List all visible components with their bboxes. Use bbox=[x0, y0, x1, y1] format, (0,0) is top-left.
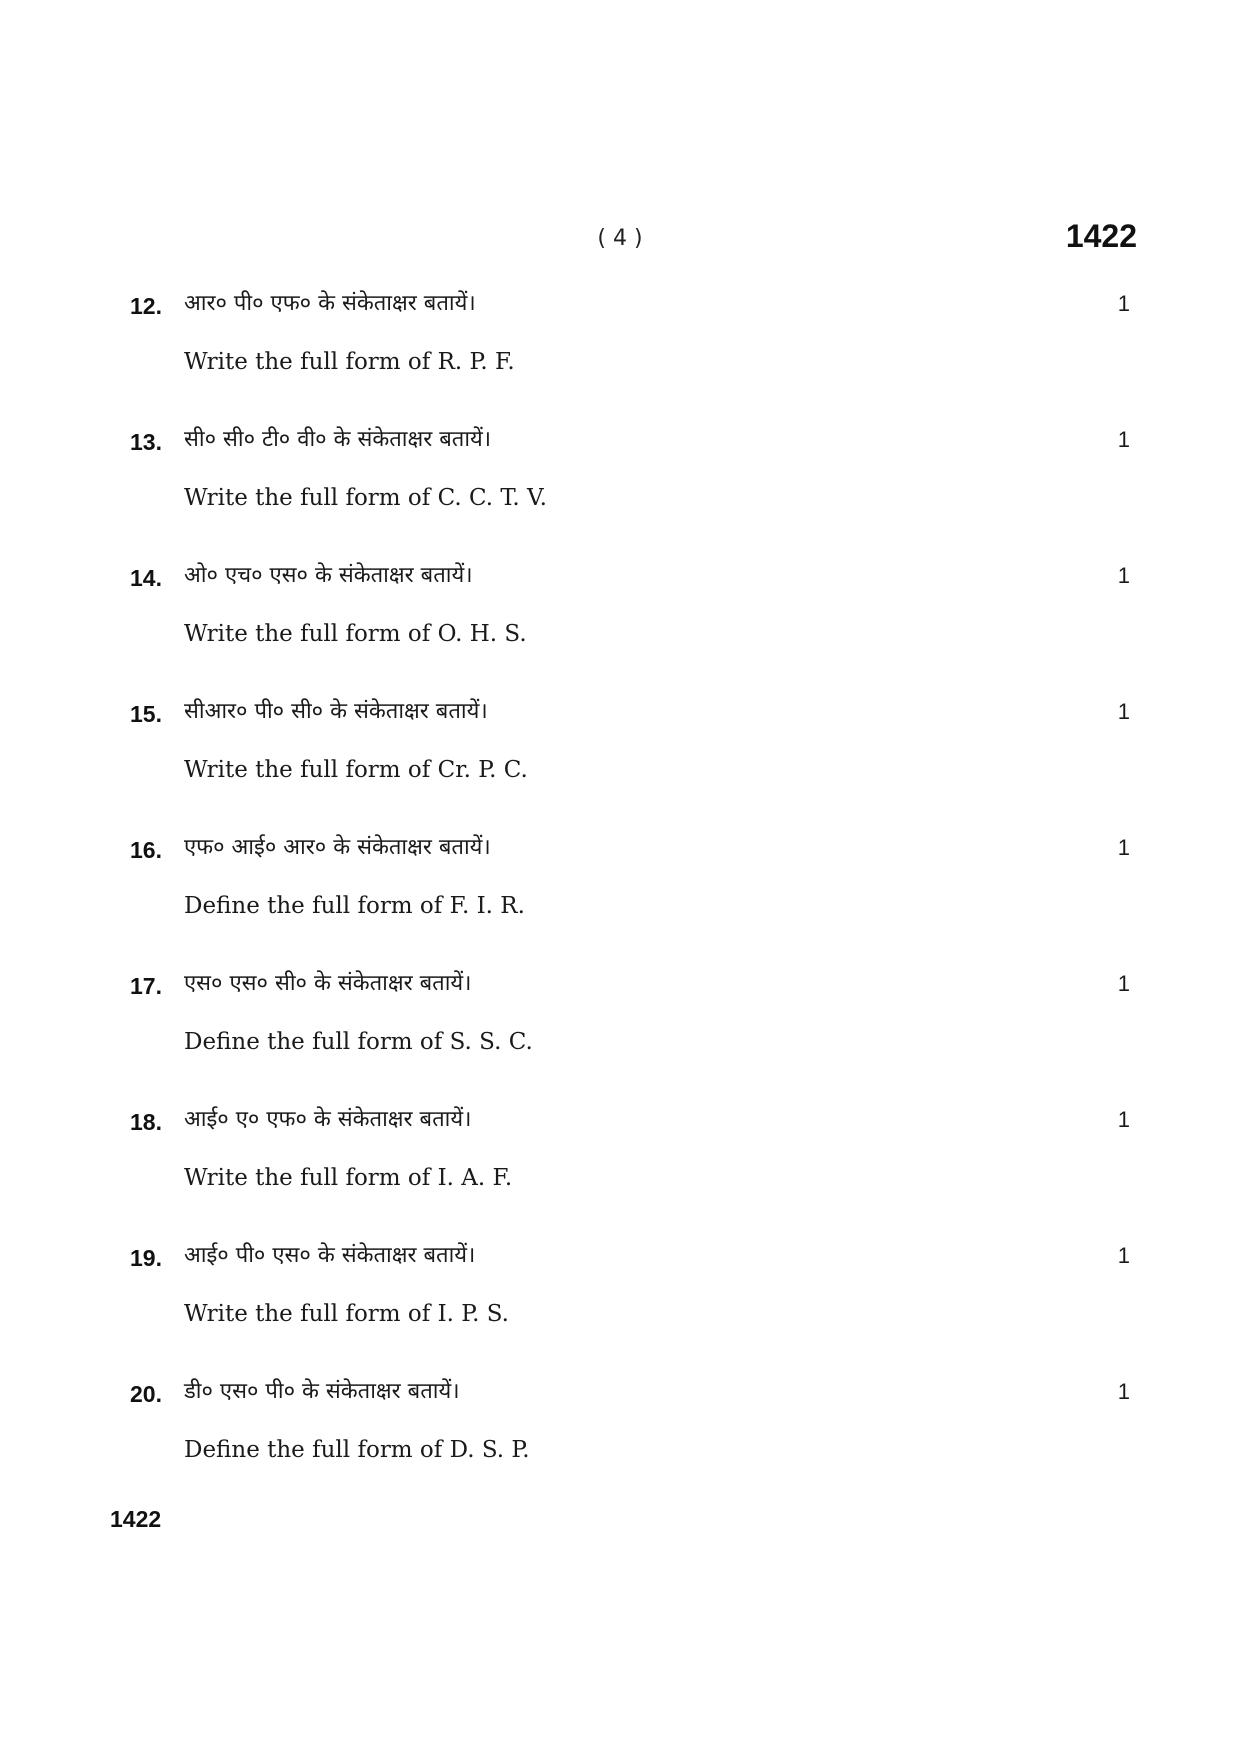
question-number: 17. bbox=[130, 973, 162, 999]
paper-code-top: 1422 bbox=[1065, 218, 1137, 254]
question-20 bbox=[0, 1371, 1240, 1507]
question-14 bbox=[0, 555, 1240, 691]
question-marks: 1 bbox=[1117, 1379, 1130, 1404]
question-17 bbox=[0, 963, 1240, 1099]
question-19 bbox=[0, 1235, 1240, 1371]
question-hindi-text: एस० एस० सी० के संकेताक्षर बतायें। bbox=[184, 971, 472, 996]
question-hindi-text: एफ० आई० आर० के संकेताक्षर बतायें। bbox=[184, 835, 491, 860]
question-marks: 1 bbox=[1117, 699, 1130, 724]
paper-code-bottom: 1422 bbox=[110, 1506, 162, 1532]
question-english-text: Write the full form of O. H. S. bbox=[184, 621, 527, 647]
question-marks: 1 bbox=[1117, 1243, 1130, 1268]
question-marks: 1 bbox=[1117, 971, 1130, 996]
question-hindi-text: डी० एस० पी० के संकेताक्षर बतायें। bbox=[184, 1379, 460, 1404]
question-number: 20. bbox=[130, 1381, 162, 1407]
question-english-text: Write the full form of I. P. S. bbox=[184, 1301, 509, 1327]
question-15 bbox=[0, 691, 1240, 827]
question-english-text: Define the full form of F. I. R. bbox=[184, 893, 525, 919]
question-number: 16. bbox=[130, 837, 162, 863]
question-number: 15. bbox=[130, 701, 162, 727]
question-hindi-text: आर० पी० एफ० के संकेताक्षर बतायें। bbox=[184, 291, 476, 316]
question-number: 14. bbox=[130, 565, 162, 591]
question-marks: 1 bbox=[1117, 835, 1130, 860]
question-english-text: Write the full form of R. P. F. bbox=[184, 349, 515, 375]
question-marks: 1 bbox=[1117, 427, 1130, 452]
question-13 bbox=[0, 419, 1240, 555]
question-marks: 1 bbox=[1117, 291, 1130, 316]
question-16 bbox=[0, 827, 1240, 963]
question-english-text: Write the full form of I. A. F. bbox=[184, 1165, 513, 1191]
question-number: 12. bbox=[130, 293, 162, 319]
question-english-text: Define the full form of D. S. P. bbox=[184, 1437, 530, 1463]
question-12 bbox=[0, 283, 1240, 419]
page-number: ( 4 ) bbox=[597, 226, 643, 251]
question-hindi-text: आई० पी० एस० के संकेताक्षर बतायें। bbox=[184, 1243, 476, 1268]
question-hindi-text: सीआर० पी० सी० के संकेताक्षर बतायें। bbox=[184, 699, 488, 724]
question-english-text: Write the full form of Cr. P. C. bbox=[184, 757, 528, 783]
question-marks: 1 bbox=[1117, 1107, 1130, 1132]
question-marks: 1 bbox=[1117, 563, 1130, 588]
question-english-text: Define the full form of S. S. C. bbox=[184, 1029, 533, 1055]
question-18 bbox=[0, 1099, 1240, 1235]
question-hindi-text: ओ० एच० एस० के संकेताक्षर बतायें। bbox=[184, 563, 473, 588]
question-list bbox=[0, 283, 1240, 1507]
question-number: 13. bbox=[130, 429, 162, 455]
question-number: 19. bbox=[130, 1245, 162, 1271]
question-english-text: Write the full form of C. C. T. V. bbox=[184, 485, 547, 511]
question-number: 18. bbox=[130, 1109, 162, 1135]
question-hindi-text: सी० सी० टी० वी० के संकेताक्षर बतायें। bbox=[184, 427, 492, 452]
question-hindi-text: आई० ए० एफ० के संकेताक्षर बतायें। bbox=[184, 1107, 472, 1132]
